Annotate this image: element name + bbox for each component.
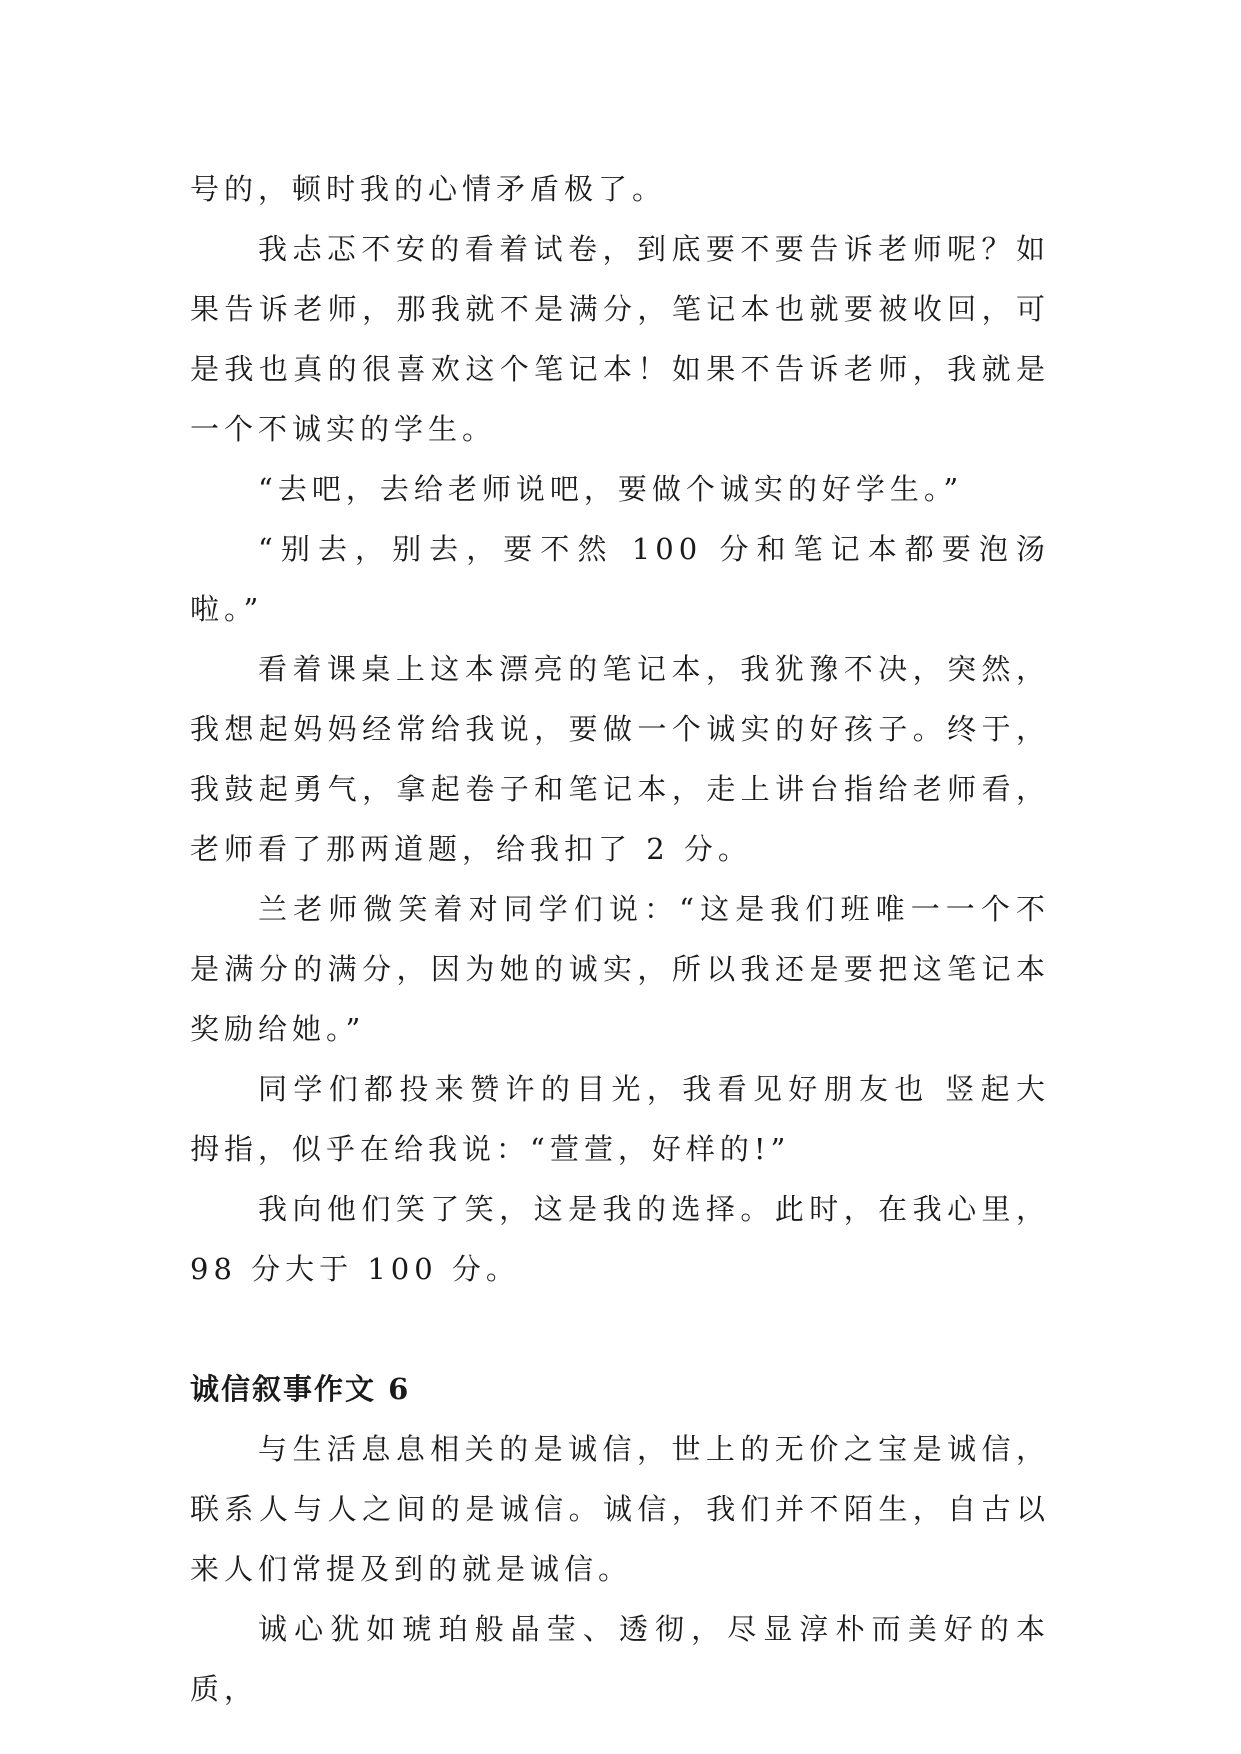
section-spacer (190, 1299, 1050, 1359)
paragraph: “别去，别去，要不然 100 分和笔记本都要泡汤啦。” (190, 532, 1050, 626)
paragraph: 号的，顿时我的心情矛盾极了。 (190, 172, 667, 206)
paragraph: 同学们都投来赞许的目光，我看见好朋友也 竖起大拇指，似乎在给我说：“萱萱，好样的!” (190, 1072, 1050, 1166)
paragraph: 与生活息息相关的是诚信，世上的无价之宝是诚信，联系人与人之间的是诚信。诚信，我们并不陌生，自古以来人们常提及到的就是诚信。 (190, 1432, 1050, 1586)
paragraph: “去吧，去给老师说吧，要做个诚实的好学生。” (258, 472, 964, 506)
paragraph: 我忐忑不安的看着试卷，到底要不要告诉老师呢？如果告诉老师，那我就不是满分，笔记本也就要被收回，可是我也真的很喜欢这个笔记本！如果不告诉老师，我就是一个不诚实的学生。 (190, 232, 1050, 446)
section-heading: 诚信叙事作文 6 (190, 1372, 411, 1406)
paragraph: 兰老师微笑着对同学们说：“这是我们班唯一一个不是满分的满分，因为她的诚实，所以我还是要把这笔记本奖励给她。” (190, 892, 1050, 1046)
document-body (190, 159, 1050, 1719)
paragraph: 我向他们笑了笑，这是我的选择。此时，在我心里，98 分大于 100 分。 (190, 1192, 1050, 1286)
paragraph: 诚心犹如琥珀般晶莹、透彻，尽显淳朴而美好的本质， (190, 1612, 1050, 1706)
paragraph: 看着课桌上这本漂亮的笔记本，我犹豫不决，突然，我想起妈妈经常给我说，要做一个诚实的好孩子。终于，我鼓起勇气，拿起卷子和笔记本，走上讲台指给老师看，老师看了那两道题，给我扣了 2 分。 (190, 652, 1050, 866)
